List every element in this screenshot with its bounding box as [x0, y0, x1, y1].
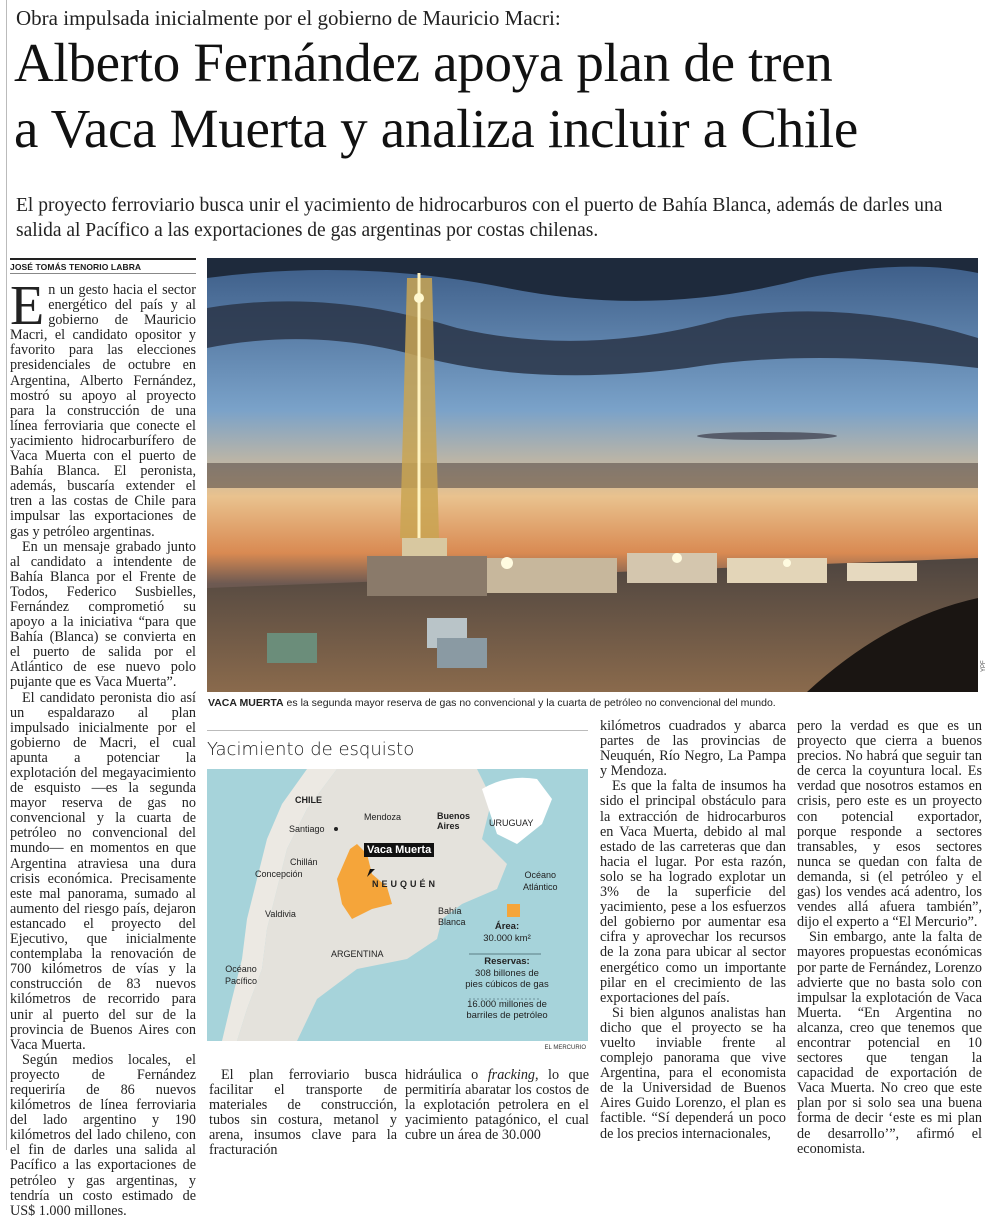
- label-buenos-aires: [437, 811, 470, 831]
- label-part: Océano: [225, 964, 257, 974]
- byline: JOSÉ TOMÁS TENORIO LABRA: [10, 262, 142, 272]
- legend-oil: barriles de petróleo: [466, 1010, 548, 1021]
- legend-gas: pies cúbicos de gas: [465, 979, 549, 990]
- headline-line-1: Alberto Fernández apoya plan de tren: [14, 32, 833, 93]
- map-legend: [462, 921, 552, 1022]
- city-marker: [334, 827, 338, 831]
- map-infographic: [207, 730, 588, 1055]
- label-part: Blanca: [438, 917, 466, 927]
- article-column-4: [600, 719, 786, 1142]
- paragraph: Sin embargo, ante la falta de mayores propuestas económicas por parte de Fernández, Lorenzo advierte que no basta solo con impulsar la explotación de Vaca Muerta. “En Argentina no alcanza, creo que tenemos que encontrar potencial en 10 sectores que tengan la capacidad de exportación de Vaca Muerta. No creo que este plan por si solo sea una buena forma de decir ‘este es mi plan de desarrollo’”, afirmó el economista.: [797, 929, 982, 1157]
- headline: [14, 30, 989, 162]
- paragraph: El candidato peronista dio así un espaldarazo al plan impulsado inicialmente por el gobierno de Macri, el cual apunta a potenciar la explotación del megayacimiento de esquisto —es la segunda mayor reserva de gas no convencional y la cuarta de petróleo no convencional del mundo— en momentos en que Argentina atraviesa una dura crisis económica. Precisamente este mal panorama, sumado al aumento del riesgo país, dejaron estancado el proyecto del Ejecutivo, que inicialmente contemplaba la renovación de 700 kilómetros de vías y la construcción de 83 nuevos kilómetros de recorrido para unir al puerto del sur de la provincia de Buenos Aires con Vaca Muerta.: [10, 689, 196, 1053]
- left-margin-rule: [6, 0, 7, 1150]
- label-part: Buenos: [437, 811, 471, 821]
- label-part: Atlántico: [523, 882, 558, 892]
- kicker: Obra impulsada inicialmente por el gobierno de Mauricio Macri:: [16, 6, 561, 30]
- paragraph: Según medios locales, el proyecto de Fernández requeriría de 86 nuevos kilómetros de línea ferroviaria del lado argentino y 190 kilómetros del lado chileno, con el fin de darles una salida al Pacífico a las exportaciones de petróleo y gas argentinas, y tendría un costo estimado de US$ 1.000 millones.: [10, 1051, 196, 1219]
- deck-subtitle: El proyecto ferroviario busca unir el yacimiento de hidrocarburos con el puerto de Bahía Blanca, además de darles una salida al Pacífico a las exportaciones de gas argentinas por costas chilenas.: [16, 195, 943, 241]
- label-part: Bahía: [438, 906, 462, 916]
- photo-caption: [208, 697, 978, 709]
- paragraph-text: , lo que permitiría abaratar los costos de la explotación petrolera en el yacimiento patagónico, el cual cubre un área de 30.000: [405, 1067, 589, 1144]
- label-mendoza: Mendoza: [364, 812, 402, 822]
- paragraph: Si bien algunos analistas han dicho que el proyecto se ha vuelto inviable frente al complejo panorama que vive Argentina, para el economista de la Universidad de Buenos Aires Guido Lorenzo, el plan es factible. “Sí dependerá un poco de los precios internacionales,: [600, 1004, 786, 1142]
- legend-area-label: Área:: [494, 921, 520, 932]
- map: [207, 769, 588, 1041]
- legend-reserves-label: Reservas:: [484, 956, 530, 967]
- legend-area-value: 30.000 km²: [483, 932, 531, 944]
- legend-gas: 308 billones de: [475, 967, 539, 979]
- paragraph: El plan ferroviario busca facilitar el transporte de materiales de construcción, tubos sin costura, metanol y arena, insumos clave para la fracturación: [209, 1067, 397, 1159]
- label-concepcion: Concepción: [255, 869, 303, 879]
- oil-rig-photo: [207, 258, 978, 692]
- label-chile: CHILE: [295, 795, 322, 805]
- emphasis: fracking: [487, 1067, 536, 1083]
- label-part: Aires: [437, 821, 460, 831]
- drop-cap: E: [10, 275, 45, 337]
- paragraph: [405, 1068, 589, 1143]
- paragraph: [10, 275, 196, 540]
- label-santiago: Santiago: [289, 824, 325, 834]
- label-part: Océano: [524, 870, 557, 880]
- label-oceano-atlantico: [523, 869, 558, 893]
- article-column-3: [405, 1068, 589, 1143]
- label-part: Pacífico: [225, 976, 258, 986]
- paragraph-text: n un gesto hacia el sector energético del país y al gobierno de Mauricio Macri, el candidato opositor y favorito para las elecciones presidenciales de octubre en Argentina, Alberto Fernández, mostró su apoyo al proyecto para la construcción de una línea ferroviaria que conecte el yacimiento hidrocarburífero de Vaca Muerta con el puerto de Bahía Blanca. El peronista, además, buscaría extender el tren a las costas de Chile para impulsar las exportaciones de gas y petróleo argentinas.: [10, 282, 196, 540]
- label-argentina: ARGENTINA: [331, 949, 384, 959]
- headline-line-2: a Vaca Muerta y analiza incluir a Chile: [14, 98, 858, 159]
- paragraph: pero la verdad es que es un proyecto que cierra a buenos precios. No habrá que seguir tan de cerca la coyuntura local. Es verdad que nosotros estamos en crisis, pero este es un proyecto con potencial exportador, porque responde a sectores transables, y esos sectores nunca se quedan con falta de demanda, si (el petróleo y el gas) los vendes acá adentro, los vendes allá afuera también”, dijo el experto a “El Mercurio”.: [797, 718, 982, 931]
- photo-credit: YPF: [981, 660, 987, 672]
- map-title: Yacimiento de esquisto: [207, 739, 415, 760]
- label-vaca-muerta: Vaca Muerta: [364, 843, 434, 857]
- article-column-1: [10, 275, 196, 1219]
- byline-box: [10, 258, 196, 274]
- article-column-2: [209, 1068, 397, 1159]
- label-neuquen: NEUQUÉN: [372, 879, 439, 889]
- caption-text: es la segunda mayor reserva de gas no convencional y la cuarta de petróleo no convencional del mundo.: [283, 697, 776, 709]
- paragraph: Es que la falta de insumos ha sido el principal obstáculo para la extracción de hidrocarburos en Vaca Muerta, debido al mal estado de las carreteras que dan hacia el lugar. Por esta razón, solo se ha logrado explotar un 3% de la superficie del yacimiento, pese a los esfuerzos del gobierno por aumentar esa cifra y aprovechar los recursos de la zona para ubicar al sector energético como un importante pilar en el crecimiento de las exportaciones del país.: [600, 778, 786, 1006]
- label-chillan: Chillán: [290, 857, 318, 867]
- label-uruguay: URUGUAY: [489, 818, 534, 828]
- paragraph: kilómetros cuadrados y abarca partes de las provincias de Neuquén, Río Negro, La Pampa y Mendoza.: [600, 718, 786, 780]
- legend-oil: 16.000 millones de: [467, 998, 547, 1010]
- label-valdivia: Valdivia: [265, 909, 296, 919]
- map-credit: EL MERCURIO: [544, 1045, 586, 1051]
- article-column-5: [797, 719, 982, 1157]
- caption-lead: VACA MUERTA: [208, 697, 284, 709]
- paragraph-text: hidráulica o: [405, 1067, 488, 1083]
- label-oceano-pacifico: [225, 963, 257, 987]
- paragraph: En un mensaje grabado junto al candidato a intendente de Bahía Blanca por el Frente de Todos, Federico Susbielles, Fernández comprometió su apoyo a la iniciativa “para que Bahía (Blanca) se convierta en el puerto de salida por el Atlántico de ese nuevo polo pujante que es Vaca Muerta”.: [10, 538, 196, 691]
